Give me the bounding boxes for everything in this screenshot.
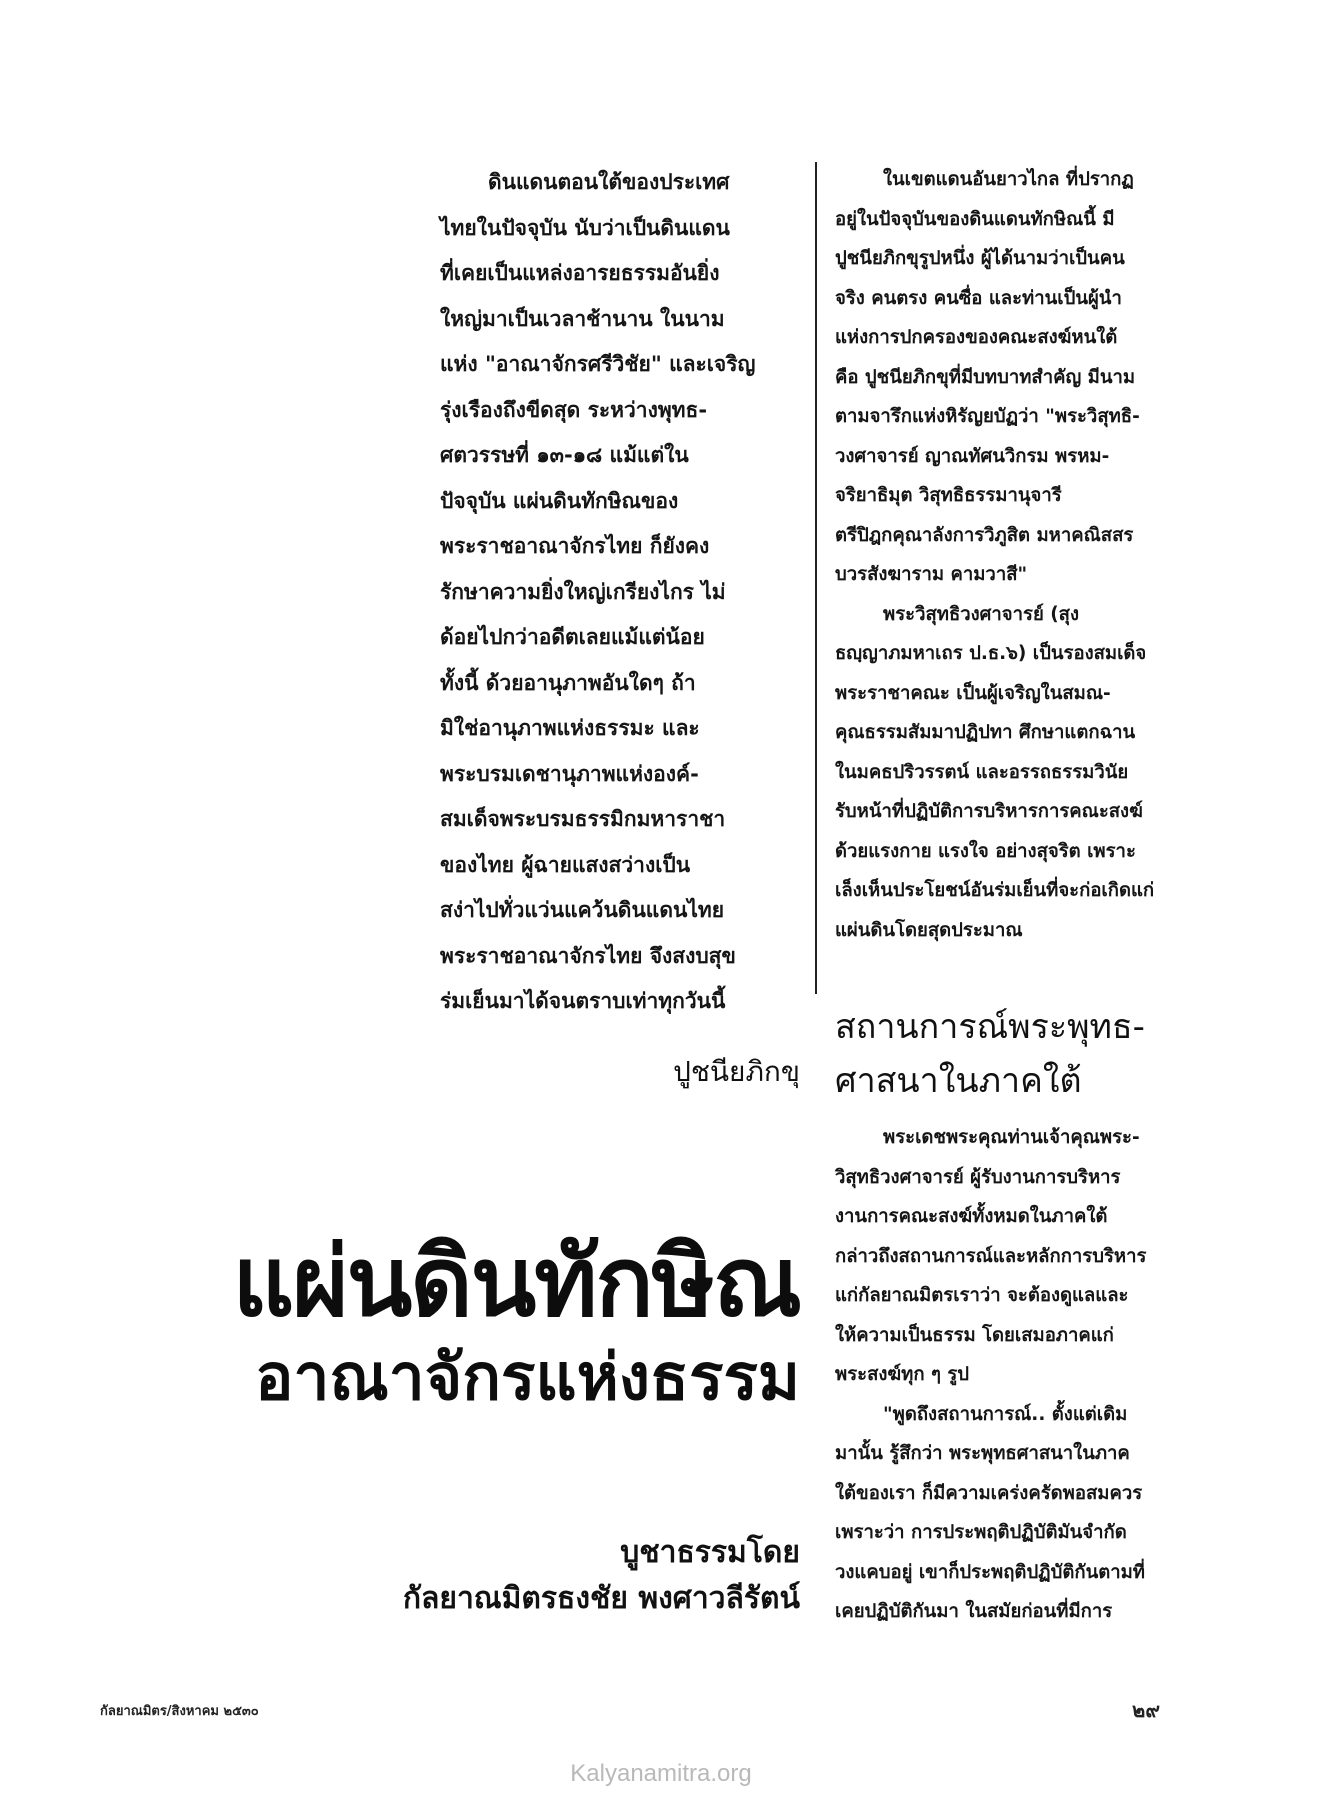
paragraph-line: คุณธรรมสัมมาปฏิปทา ศึกษาแตกฉาน	[835, 722, 1136, 743]
paragraph-line: อยู่ในปัจจุบันของดินแดนทักษิณนี้ มี	[835, 208, 1115, 230]
paragraph-line: ที่เคยเป็นแหล่งอารยธรรมอันยิ่ง	[440, 261, 720, 285]
paragraph-line: พระวิสุทธิวงศาจารย์ (สุง	[883, 603, 1080, 625]
paragraph-line: จริยาธิมุต วิสุทธิธรรมานุจารี	[835, 485, 1062, 506]
paragraph-line: ปูชนียภิกขุรูปหนึ่ง ผู้ได้นามว่าเป็นคน	[835, 248, 1125, 269]
paragraph-line: "พูดถึงสถานการณ์.. ตั้งแต่เดิม	[883, 1403, 1128, 1425]
paragraph-line: พระเดชพระคุณท่านเจ้าคุณพระ-	[883, 1127, 1140, 1148]
paragraph-line: พระบรมเดชานุภาพแห่งองค์-	[440, 761, 699, 786]
column-divider	[815, 162, 817, 994]
paragraph-line: มานั้น รู้สึกว่า พระพุทธศาสนาในภาค	[835, 1443, 1130, 1464]
author-block	[300, 1530, 800, 1622]
paragraph-line: ร่มเย็นมาได้จนตราบเท่าทุกวันนี้	[440, 989, 726, 1013]
paragraph-line: แห่ง "อาณาจักรศรีวิชัย" และเจริญ	[440, 352, 756, 376]
paragraph-line: ใต้ของเรา ก็มีความเคร่งครัดพอสมควร	[835, 1482, 1143, 1504]
paragraph-line: เล็งเห็นประโยชน์อันร่มเย็นที่จะก่อเกิดแก่	[835, 880, 1155, 901]
paragraph-line: รับหน้าที่ปฏิบัติการบริหารการคณะสงฆ์	[835, 801, 1143, 822]
paragraph-line: ปัจจุบัน แผ่นดินทักษิณของ	[440, 488, 679, 513]
paragraph-line: ด้วยแรงกาย แรงใจ อย่างสุจริต เพราะ	[835, 840, 1136, 862]
paragraph-line: แผ่นดินโดยสุดประมาณ	[835, 919, 1023, 941]
paragraph-line: ธญฺญาภมหาเถร ป.ธ.๖) เป็นรองสมเด็จ	[835, 643, 1147, 664]
paragraph-line: ด้อยไปกว่าอดีตเลยแม้แต่น้อย	[440, 625, 705, 649]
paragraph-line: รุ่งเรืองถึงขีดสุด ระหว่างพุทธ-	[440, 397, 708, 422]
article-column-right	[835, 160, 1165, 950]
paragraph-line: ตรีปิฎกคุณาลังการวิภูสิต มหาคณิสสร	[835, 524, 1134, 546]
paragraph-line: วงศาจารย์ ญาณทัศนวิกรม พรหม-	[835, 445, 1110, 467]
paragraph-line: วิสุทธิวงศาจารย์ ผู้รับงานการบริหาร	[835, 1166, 1121, 1188]
paragraph-line: พระราชอาณาจักรไทย จึงสงบสุข	[440, 943, 736, 968]
paragraph-line: ในเขตแดนอันยาวไกล ที่ปรากฏ	[883, 169, 1134, 190]
author-name: กัลยาณมิตรธงชัย พงศาวลีรัตน์	[402, 1581, 800, 1616]
paragraph-line: กล่าวถึงสถานการณ์และหลักการบริหาร	[835, 1245, 1147, 1267]
paragraph-line: ให้ความเป็นธรรม โดยเสมอภาคแก่	[835, 1324, 1114, 1346]
subject-label: ปูชนียภิกขุ	[673, 1055, 800, 1088]
article-title: แผ่นดินทักษิณ	[232, 1226, 800, 1338]
watermark: Kalyanamitra.org	[570, 1760, 752, 1787]
paragraph-line: พระราชอาณาจักรไทย ก็ยังคง	[440, 534, 710, 558]
author-credit-label: บูชาธรรมโดย	[620, 1535, 800, 1570]
paragraph-line: บวรสังฆาราม คามวาสี"	[835, 564, 1028, 585]
paragraph-line: ใหญ่มาเป็นเวลาช้านาน ในนาม	[440, 306, 725, 331]
paragraph-line: ทั้งนี้ ด้วยอานุภาพอันใดๆ ถ้า	[440, 670, 696, 695]
article-subtitle: อาณาจักรแห่งธรรม	[255, 1341, 800, 1415]
paragraph-line: ศตวรรษที่ ๑๓-๑๘ แม้แต่ใน	[440, 443, 689, 467]
paragraph-line: เคยปฏิบัติกันมา ในสมัยก่อนที่มีการ	[835, 1601, 1113, 1622]
paragraph-line: สง่าไปทั่วแว่นแคว้นดินแดนไทย	[440, 898, 725, 922]
section-heading-line: สถานการณ์พระพุทธ-	[835, 1007, 1145, 1047]
paragraph-line: ดินแดนตอนใต้ของประเทศ	[488, 170, 730, 194]
paragraph-line: มิใช่อานุภาพแห่งธรรมะ และ	[440, 716, 700, 740]
paragraph-line: ของไทย ผู้ฉายแสงสว่างเป็น	[440, 852, 691, 877]
paragraph-line: ในมคธปริวรรตน์ และอรรถธรรมวินัย	[835, 761, 1129, 783]
paragraph-line: ตามจารึกแห่งหิรัญยบัฏว่า "พระวิสุทธิ-	[835, 406, 1140, 427]
page-number: ๒๙	[1132, 1698, 1160, 1722]
section-heading	[835, 1000, 1145, 1108]
paragraph-line: แก่กัลยาณมิตรเราว่า จะต้องดูแลและ	[835, 1285, 1129, 1306]
paragraph-line: งานการคณะสงฆ์ทั้งหมดในภาคใต้	[835, 1206, 1108, 1227]
article-column-right-lower	[835, 1118, 1165, 1632]
section-heading-line: ศาสนาในภาคใต้	[835, 1061, 1082, 1101]
footer-publication: กัลยาณมิตร/สิงหาคม ๒๕๓๐	[100, 1704, 259, 1719]
paragraph-line: พระราชาคณะ เป็นผู้เจริญในสมณ-	[835, 682, 1111, 704]
paragraph-line: แห่งการปกครองของคณะสงฆ์หนใต้	[835, 327, 1118, 348]
paragraph-line: จริง คนตรง คนซื่อ และท่านเป็นผู้นำ	[835, 287, 1122, 309]
paragraph-line: รักษาความยิ่งใหญ่เกรียงไกร ไม่	[440, 579, 726, 604]
paragraph-line: พระสงฆ์ทุก ๆ รูป	[835, 1364, 970, 1385]
paragraph-line: วงแคบอยู่ เขาก็ประพฤติปฏิบัติกันตามที่	[835, 1561, 1146, 1583]
paragraph-line: ไทยในปัจจุบัน นับว่าเป็นดินแดน	[440, 215, 730, 240]
article-column-left	[440, 160, 812, 1025]
paragraph-line: เพราะว่า การประพฤติปฏิบัติมันจำกัด	[835, 1522, 1127, 1543]
paragraph-line: คือ ปูชนียภิกขุที่มีบทบาทสำคัญ มีนาม	[835, 366, 1136, 388]
paragraph-line: สมเด็จพระบรมธรรมิกมหาราชา	[440, 807, 726, 831]
